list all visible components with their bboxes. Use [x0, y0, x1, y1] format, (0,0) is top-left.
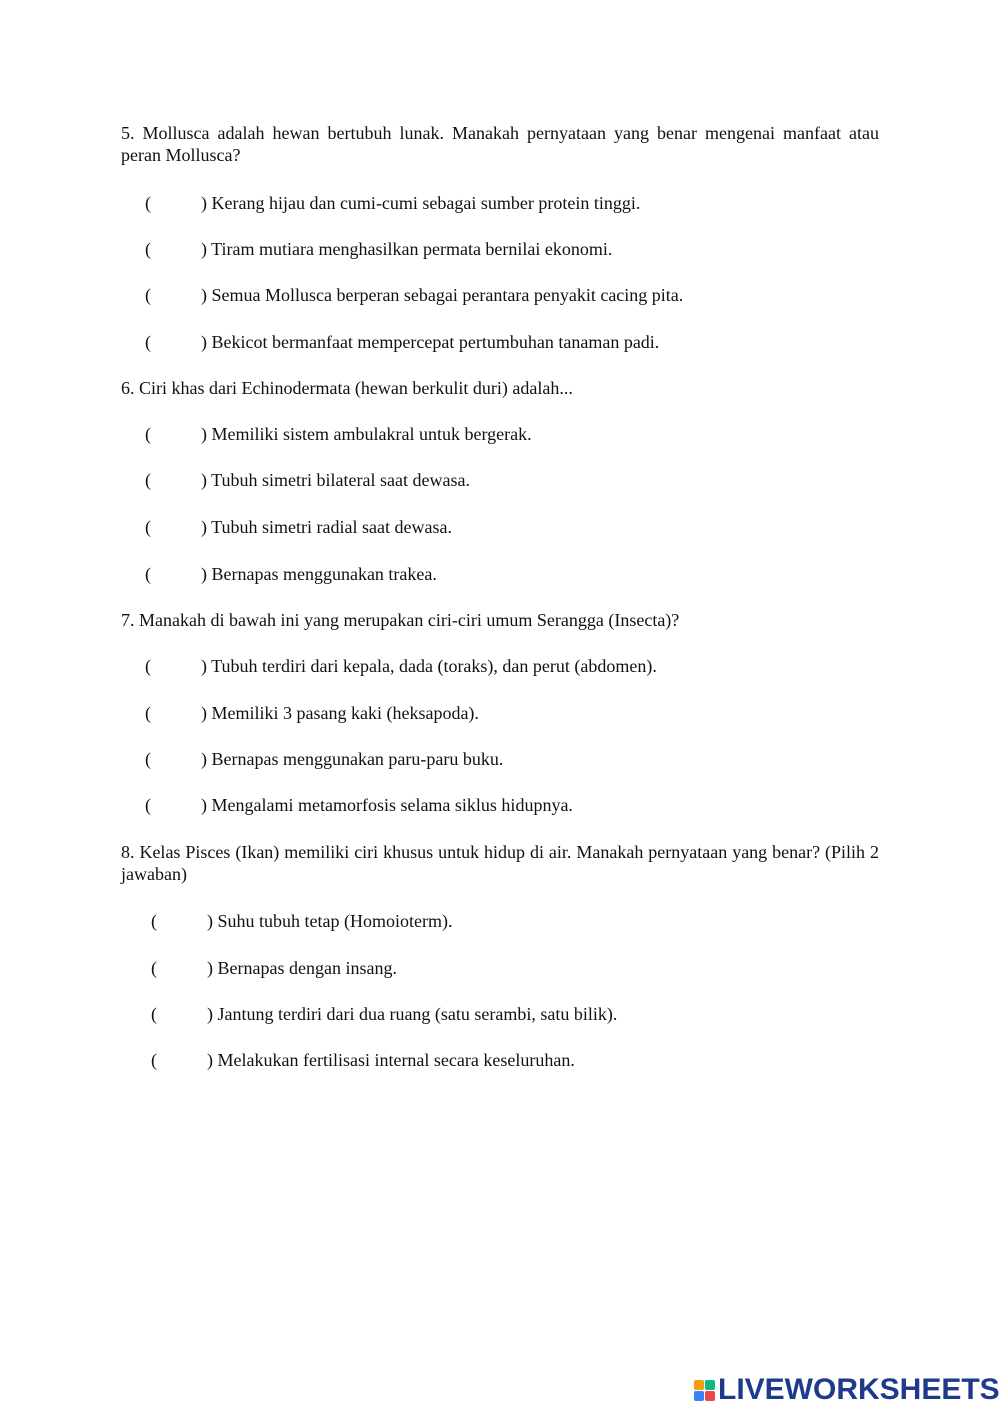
answer-box-open: ( [151, 911, 157, 931]
option-text: ) Bernapas dengan insang. [207, 958, 397, 978]
q7-option-1[interactable] [145, 655, 657, 677]
question-8: 8. Kelas Pisces (Ikan) memiliki ciri khusus untuk hidup di air. Manakah pernyataan yang benar? (Pilih 2 jawaban) [121, 842, 879, 884]
option-text: ) Bernapas menggunakan paru-paru buku. [201, 749, 504, 769]
q8-option-1[interactable] [151, 910, 452, 932]
option-text: ) Mengalami metamorfosis selama siklus hidupnya. [201, 795, 573, 815]
answer-box-open: ( [145, 795, 151, 815]
liveworksheets-logo [694, 1374, 1000, 1406]
answer-box-open: ( [145, 332, 151, 352]
answer-box-open: ( [151, 1004, 157, 1024]
q6-option-3[interactable] [145, 516, 452, 538]
answer-box-open: ( [151, 1050, 157, 1070]
q5-option-1[interactable] [145, 192, 640, 214]
option-text: ) Tubuh terdiri dari kepala, dada (toraks), dan perut (abdomen). [201, 656, 657, 676]
answer-box-open: ( [145, 470, 151, 490]
question-6: 6. Ciri khas dari Echinodermata (hewan berkulit duri) adalah... [121, 378, 573, 398]
logo-block [705, 1391, 715, 1401]
q5-option-2[interactable] [145, 238, 612, 260]
option-text: ) Bekicot bermanfaat mempercepat pertumbuhan tanaman padi. [201, 332, 660, 352]
option-text: ) Jantung terdiri dari dua ruang (satu serambi, satu bilik). [207, 1004, 618, 1024]
logo-blocks-icon [694, 1380, 715, 1401]
option-text: ) Bernapas menggunakan trakea. [201, 564, 437, 584]
q5-option-4[interactable] [145, 331, 659, 353]
logo-block [694, 1380, 704, 1390]
option-text: ) Tubuh simetri radial saat dewasa. [201, 517, 452, 537]
answer-box-open: ( [145, 749, 151, 769]
option-text: ) Memiliki 3 pasang kaki (heksapoda). [201, 703, 479, 723]
option-text: ) Melakukan fertilisasi internal secara keseluruhan. [207, 1050, 575, 1070]
answer-box-open: ( [145, 564, 151, 584]
q8-option-2[interactable] [151, 957, 397, 979]
q5-option-3[interactable] [145, 284, 683, 306]
answer-box-open: ( [151, 958, 157, 978]
q7-option-3[interactable] [145, 748, 503, 770]
answer-box-open: ( [145, 517, 151, 537]
option-text: ) Memiliki sistem ambulakral untuk bergerak. [201, 424, 532, 444]
q7-option-4[interactable] [145, 794, 573, 816]
logo-block [694, 1391, 704, 1401]
option-text: ) Suhu tubuh tetap (Homoioterm). [207, 911, 453, 931]
q8-option-3[interactable] [151, 1003, 617, 1025]
option-text: ) Tiram mutiara menghasilkan permata bernilai ekonomi. [201, 239, 613, 259]
option-text: ) Semua Mollusca berperan sebagai perantara penyakit cacing pita. [201, 285, 684, 305]
answer-box-open: ( [145, 193, 151, 213]
answer-box-open: ( [145, 285, 151, 305]
answer-box-open: ( [145, 703, 151, 723]
answer-box-open: ( [145, 424, 151, 444]
q6-option-1[interactable] [145, 423, 532, 445]
option-text: ) Tubuh simetri bilateral saat dewasa. [201, 470, 470, 490]
q8-option-4[interactable] [151, 1049, 575, 1071]
question-5: 5. Mollusca adalah hewan bertubuh lunak. Manakah pernyataan yang benar mengenai manfaat atau peran Mollusca? [121, 123, 879, 165]
q6-option-2[interactable] [145, 469, 470, 491]
answer-box-open: ( [145, 656, 151, 676]
answer-box-open: ( [145, 239, 151, 259]
q7-option-2[interactable] [145, 702, 479, 724]
logo-text: LIVEWORKSHEETS [718, 1373, 1000, 1406]
logo-block [705, 1380, 715, 1390]
q6-option-4[interactable] [145, 563, 437, 585]
question-7: 7. Manakah di bawah ini yang merupakan ciri-ciri umum Serangga (Insecta)? [121, 610, 680, 630]
option-text: ) Kerang hijau dan cumi-cumi sebagai sumber protein tinggi. [201, 193, 641, 213]
